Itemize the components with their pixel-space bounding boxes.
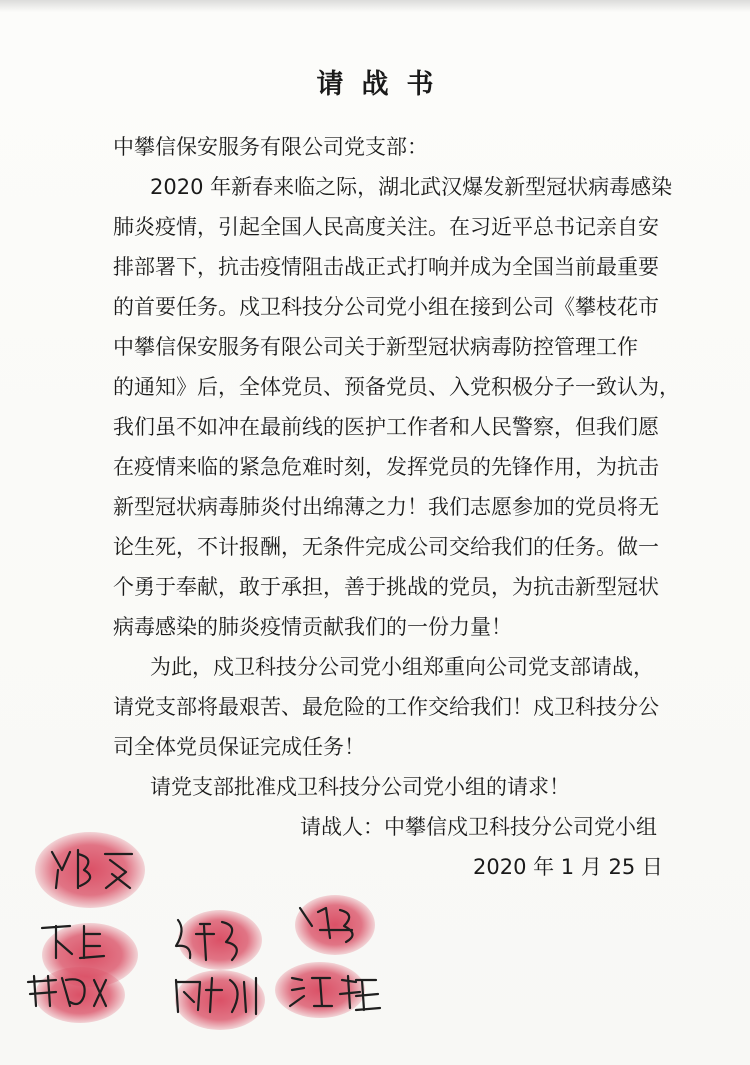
body-line-6: 的通知》后，全体党员、预备党员、入党积极分子一致认为， [113,375,680,399]
fingerprint-5 [175,970,265,1030]
body-line-2: 肺炎疫情，引起全国人民高度关注。在习近平总书记亲自安 [113,215,659,239]
fingerprint-4 [178,910,262,970]
body-line-5: 中攀信保安服务有限公司关于新型冠状病毒防控管理工作 [113,335,638,359]
scan-edge-shadow [0,0,750,12]
body-line-14: 请党支部将最艰苦、最危险的工作交给我们！戍卫科技分公 [113,695,659,719]
body-line-13: 为此，戍卫科技分公司党小组郑重向公司党支部请战， [150,655,654,679]
body-line-7: 我们虽不如冲在最前线的医护工作者和人民警察，但我们愿 [113,415,659,439]
body-line-1: 2020 年新春来临之际，湖北武汉爆发新型冠状病毒感染 [150,175,673,199]
salutation: 中攀信保安服务有限公司党支部： [113,135,428,159]
body-line-12: 病毒感染的肺炎疫情贡献我们的一份力量！ [113,615,512,639]
body-line-16: 请党支部批准戍卫科技分公司党小组的请求！ [150,775,570,799]
signer-line: 请战人：中攀信戍卫科技分公司党小组 [300,815,657,839]
document-title: 请战书 [316,69,452,100]
body-line-8: 在疫情来临的紧急危难时刻，发挥党员的先锋作用，为抗击 [113,455,659,479]
body-line-10: 论生死，不计报酬，无条件完成公司交给我们的任务。做一 [113,535,659,559]
date-line: 2020 年 1 月 25 日 [473,855,663,879]
signature-area [0,830,750,1065]
body-line-9: 新型冠状病毒肺炎付出绵薄之力！我们志愿参加的党员将无 [113,495,659,519]
fingerprint-6 [295,895,375,955]
body-line-3: 排部署下，抗击疫情阻击战正式打响并成为全国当前最重要 [113,255,659,279]
body-line-4: 的首要任务。戍卫科技分公司党小组在接到公司《攀枝花市 [113,295,659,319]
body-line-11: 个勇于奉献，敢于承担，善于挑战的党员，为抗击新型冠状 [113,575,659,599]
signatures-and-fingerprints [0,830,750,1065]
body-line-15: 司全体党员保证完成任务！ [113,735,365,759]
fingerprint-1 [35,832,145,908]
